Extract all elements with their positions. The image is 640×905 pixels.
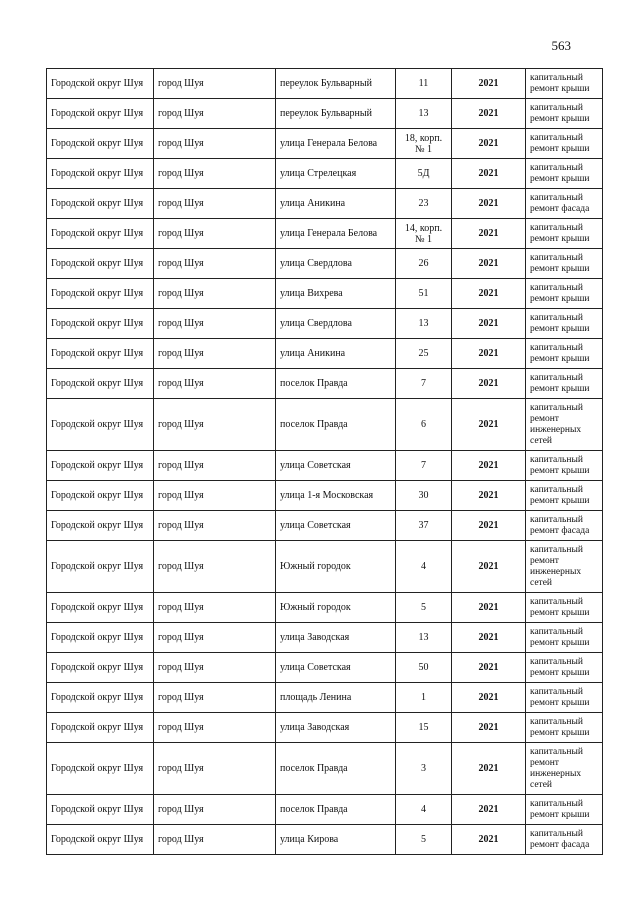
cell-district: Городской округ Шуя (47, 541, 154, 593)
table-row (47, 219, 603, 249)
cell-work-type: капитальный ремонт крыши (526, 249, 603, 279)
cell-street: улица Советская (276, 511, 396, 541)
cell-city: город Шуя (154, 279, 276, 309)
cell-city: город Шуя (154, 129, 276, 159)
cell-city: город Шуя (154, 623, 276, 653)
cell-district: Городской округ Шуя (47, 159, 154, 189)
cell-district: Городской округ Шуя (47, 69, 154, 99)
table-row (47, 249, 603, 279)
cell-year: 2021 (452, 279, 526, 309)
cell-work-type: капитальный ремонт инженерных сетей (526, 743, 603, 795)
cell-street: улица Генерала Белова (276, 219, 396, 249)
cell-district: Городской округ Шуя (47, 309, 154, 339)
cell-house: 15 (396, 713, 452, 743)
cell-year: 2021 (452, 129, 526, 159)
cell-district: Городской округ Шуя (47, 511, 154, 541)
table-row (47, 683, 603, 713)
cell-year: 2021 (452, 309, 526, 339)
cell-house: 13 (396, 309, 452, 339)
cell-district: Городской округ Шуя (47, 825, 154, 855)
cell-city: город Шуя (154, 189, 276, 219)
cell-city: город Шуя (154, 713, 276, 743)
cell-house: 5 (396, 825, 452, 855)
cell-work-type: капитальный ремонт крыши (526, 369, 603, 399)
cell-street: улица Стрелецкая (276, 159, 396, 189)
cell-year: 2021 (452, 159, 526, 189)
table-row (47, 623, 603, 653)
cell-work-type: капитальный ремонт крыши (526, 481, 603, 511)
table-row (47, 69, 603, 99)
cell-street: переулок Бульварный (276, 99, 396, 129)
cell-house: 3 (396, 743, 452, 795)
table-row (47, 511, 603, 541)
cell-year: 2021 (452, 653, 526, 683)
cell-street: улица Аникина (276, 189, 396, 219)
cell-year: 2021 (452, 511, 526, 541)
cell-city: город Шуя (154, 683, 276, 713)
table-row (47, 309, 603, 339)
cell-district: Городской округ Шуя (47, 683, 154, 713)
cell-city: город Шуя (154, 653, 276, 683)
cell-work-type: капитальный ремонт крыши (526, 279, 603, 309)
repair-registry-table (46, 68, 603, 855)
cell-work-type: капитальный ремонт крыши (526, 451, 603, 481)
cell-street: площадь Ленина (276, 683, 396, 713)
cell-year: 2021 (452, 99, 526, 129)
cell-house: 51 (396, 279, 452, 309)
cell-year: 2021 (452, 825, 526, 855)
cell-house: 7 (396, 369, 452, 399)
cell-house: 11 (396, 69, 452, 99)
cell-street: поселок Правда (276, 399, 396, 451)
table-row (47, 541, 603, 593)
cell-city: город Шуя (154, 159, 276, 189)
cell-street: улица Аникина (276, 339, 396, 369)
cell-district: Городской округ Шуя (47, 713, 154, 743)
cell-year: 2021 (452, 249, 526, 279)
table-row (47, 743, 603, 795)
cell-work-type: капитальный ремонт крыши (526, 795, 603, 825)
cell-district: Городской округ Шуя (47, 451, 154, 481)
cell-work-type: капитальный ремонт инженерных сетей (526, 399, 603, 451)
cell-house: 1 (396, 683, 452, 713)
cell-street: улица Свердлова (276, 309, 396, 339)
cell-house: 13 (396, 99, 452, 129)
table-row (47, 653, 603, 683)
cell-street: улица 1-я Московская (276, 481, 396, 511)
cell-house: 23 (396, 189, 452, 219)
cell-work-type: капитальный ремонт крыши (526, 653, 603, 683)
cell-house: 26 (396, 249, 452, 279)
cell-street: улица Заводская (276, 623, 396, 653)
cell-house: 6 (396, 399, 452, 451)
cell-street: улица Вихрева (276, 279, 396, 309)
cell-city: город Шуя (154, 451, 276, 481)
cell-district: Городской округ Шуя (47, 593, 154, 623)
cell-work-type: капитальный ремонт крыши (526, 219, 603, 249)
cell-city: город Шуя (154, 511, 276, 541)
cell-year: 2021 (452, 399, 526, 451)
cell-district: Городской округ Шуя (47, 249, 154, 279)
table-row (47, 481, 603, 511)
cell-street: поселок Правда (276, 795, 396, 825)
cell-work-type: капитальный ремонт инженерных сетей (526, 541, 603, 593)
cell-house: 18, корп. № 1 (396, 129, 452, 159)
cell-house: 37 (396, 511, 452, 541)
registry-rows (47, 69, 603, 855)
table-row (47, 99, 603, 129)
cell-street: улица Заводская (276, 713, 396, 743)
cell-district: Городской округ Шуя (47, 99, 154, 129)
cell-work-type: капитальный ремонт крыши (526, 159, 603, 189)
cell-street: улица Кирова (276, 825, 396, 855)
table-row (47, 189, 603, 219)
cell-city: город Шуя (154, 99, 276, 129)
cell-work-type: капитальный ремонт фасада (526, 511, 603, 541)
table-row (47, 339, 603, 369)
cell-district: Городской округ Шуя (47, 369, 154, 399)
cell-year: 2021 (452, 369, 526, 399)
cell-house: 7 (396, 451, 452, 481)
cell-house: 5Д (396, 159, 452, 189)
cell-city: город Шуя (154, 481, 276, 511)
cell-street: улица Свердлова (276, 249, 396, 279)
cell-year: 2021 (452, 481, 526, 511)
cell-district: Городской округ Шуя (47, 189, 154, 219)
cell-district: Городской округ Шуя (47, 339, 154, 369)
cell-street: Южный городок (276, 593, 396, 623)
table-row (47, 593, 603, 623)
cell-street: поселок Правда (276, 743, 396, 795)
table-row (47, 129, 603, 159)
cell-house: 4 (396, 541, 452, 593)
cell-city: город Шуя (154, 825, 276, 855)
page-number: 563 (551, 38, 571, 53)
cell-work-type: капитальный ремонт крыши (526, 309, 603, 339)
cell-work-type: капитальный ремонт крыши (526, 99, 603, 129)
cell-year: 2021 (452, 743, 526, 795)
cell-house: 13 (396, 623, 452, 653)
cell-city: город Шуя (154, 339, 276, 369)
cell-district: Городской округ Шуя (47, 219, 154, 249)
cell-work-type: капитальный ремонт крыши (526, 623, 603, 653)
cell-street: поселок Правда (276, 369, 396, 399)
cell-district: Городской округ Шуя (47, 795, 154, 825)
cell-work-type: капитальный ремонт крыши (526, 593, 603, 623)
cell-work-type: капитальный ремонт фасада (526, 825, 603, 855)
cell-street: Южный городок (276, 541, 396, 593)
cell-work-type: капитальный ремонт фасада (526, 189, 603, 219)
cell-city: город Шуя (154, 743, 276, 795)
cell-city: город Шуя (154, 249, 276, 279)
cell-house: 50 (396, 653, 452, 683)
cell-house: 4 (396, 795, 452, 825)
cell-house: 30 (396, 481, 452, 511)
table-row (47, 279, 603, 309)
cell-work-type: капитальный ремонт крыши (526, 683, 603, 713)
cell-street: улица Генерала Белова (276, 129, 396, 159)
cell-district: Городской округ Шуя (47, 743, 154, 795)
table-row (47, 825, 603, 855)
table-row (47, 451, 603, 481)
cell-work-type: капитальный ремонт крыши (526, 713, 603, 743)
cell-city: город Шуя (154, 309, 276, 339)
cell-year: 2021 (452, 795, 526, 825)
cell-year: 2021 (452, 219, 526, 249)
cell-work-type: капитальный ремонт крыши (526, 69, 603, 99)
cell-district: Городской округ Шуя (47, 399, 154, 451)
cell-year: 2021 (452, 593, 526, 623)
cell-year: 2021 (452, 541, 526, 593)
cell-district: Городской округ Шуя (47, 481, 154, 511)
cell-year: 2021 (452, 69, 526, 99)
cell-city: город Шуя (154, 541, 276, 593)
cell-street: улица Советская (276, 653, 396, 683)
cell-street: улица Советская (276, 451, 396, 481)
cell-work-type: капитальный ремонт крыши (526, 129, 603, 159)
table-row (47, 369, 603, 399)
cell-city: город Шуя (154, 369, 276, 399)
cell-year: 2021 (452, 623, 526, 653)
table-row (47, 159, 603, 189)
cell-year: 2021 (452, 451, 526, 481)
table-row (47, 795, 603, 825)
cell-district: Городской округ Шуя (47, 129, 154, 159)
cell-street: переулок Бульварный (276, 69, 396, 99)
cell-year: 2021 (452, 339, 526, 369)
cell-year: 2021 (452, 683, 526, 713)
cell-year: 2021 (452, 189, 526, 219)
cell-district: Городской округ Шуя (47, 279, 154, 309)
table-row (47, 713, 603, 743)
table-row (47, 399, 603, 451)
cell-city: город Шуя (154, 593, 276, 623)
cell-house: 5 (396, 593, 452, 623)
cell-house: 14, корп. № 1 (396, 219, 452, 249)
cell-work-type: капитальный ремонт крыши (526, 339, 603, 369)
cell-house: 25 (396, 339, 452, 369)
cell-city: город Шуя (154, 399, 276, 451)
cell-city: город Шуя (154, 795, 276, 825)
cell-year: 2021 (452, 713, 526, 743)
cell-district: Городской округ Шуя (47, 623, 154, 653)
cell-city: город Шуя (154, 219, 276, 249)
cell-city: город Шуя (154, 69, 276, 99)
cell-district: Городской округ Шуя (47, 653, 154, 683)
